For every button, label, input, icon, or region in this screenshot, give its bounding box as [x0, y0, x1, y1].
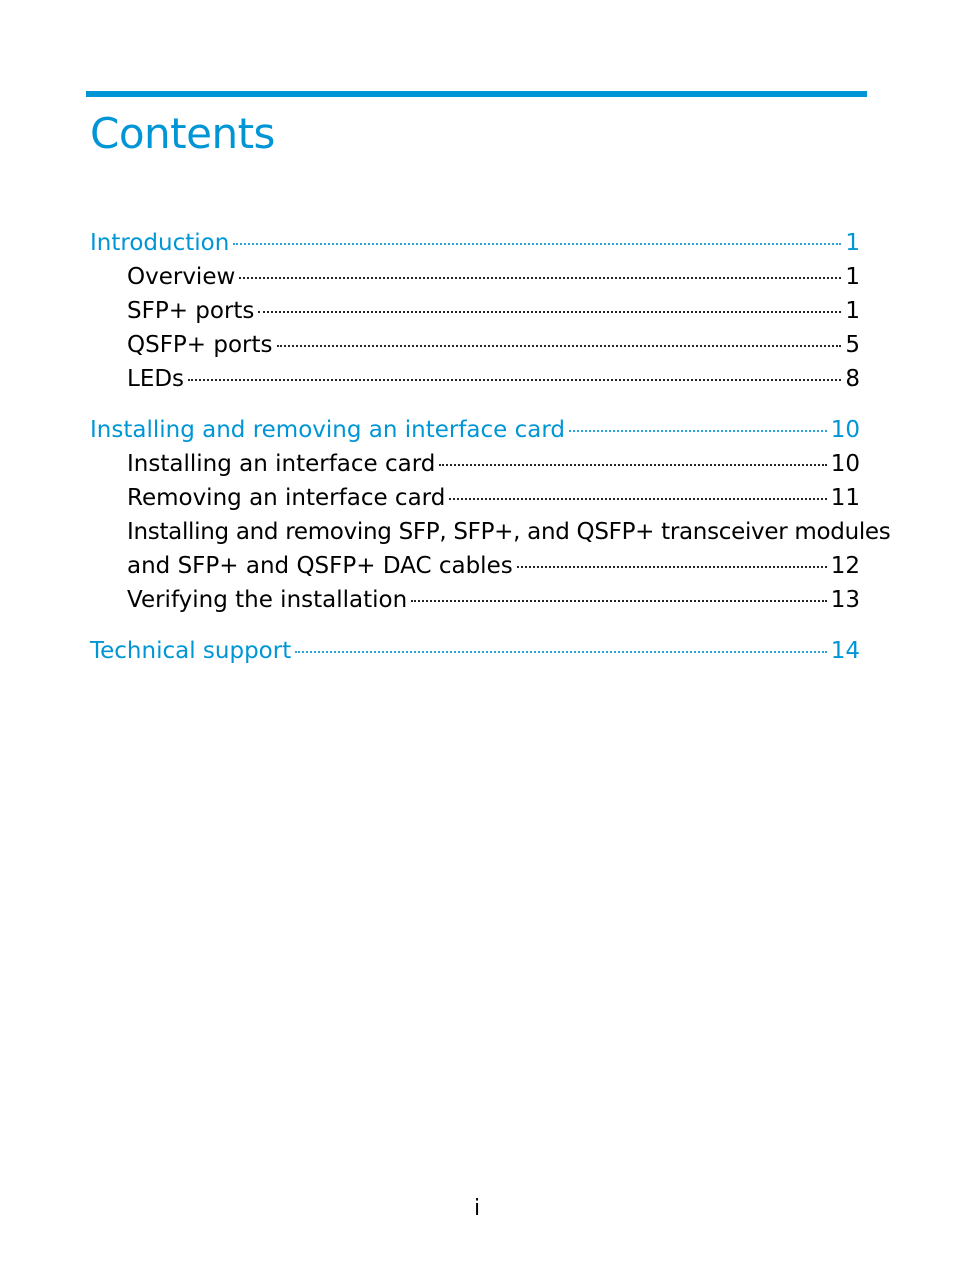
- toc-section-installing: [90, 413, 891, 617]
- dot-leader: [258, 311, 841, 313]
- toc-entry-page: 11: [830, 485, 860, 511]
- toc-entry-technical-support[interactable]: [90, 634, 860, 668]
- table-of-contents: [90, 226, 891, 685]
- toc-entry-page: 12: [830, 553, 860, 579]
- dot-leader: [411, 600, 827, 602]
- toc-entry-removing-card[interactable]: [90, 481, 860, 515]
- toc-entry-label: Introduction: [90, 230, 230, 256]
- toc-section-technical-support: [90, 634, 860, 668]
- toc-entry-label: SFP+ ports: [127, 298, 255, 324]
- toc-entry-label: Technical support: [90, 638, 292, 664]
- dot-leader: [517, 566, 827, 568]
- dot-leader: [188, 379, 841, 381]
- toc-entry-page: 1: [845, 298, 860, 324]
- toc-entry-page: 1: [845, 230, 860, 256]
- toc-entry-label: QSFP+ ports: [127, 332, 273, 358]
- toc-entry-verifying[interactable]: [90, 583, 860, 617]
- toc-entry-label: LEDs: [127, 366, 185, 392]
- page-number: i: [473, 1196, 481, 1221]
- toc-entry-qsfp-ports[interactable]: [90, 328, 860, 362]
- toc-entry-transceivers[interactable]: [90, 549, 860, 583]
- toc-entry-introduction[interactable]: [90, 226, 860, 260]
- dot-leader: [277, 345, 842, 347]
- dot-leader: [439, 464, 826, 466]
- toc-entry-label: Removing an interface card: [127, 485, 446, 511]
- toc-entry-leds[interactable]: [90, 362, 860, 396]
- toc-entry-sfp-ports[interactable]: [90, 294, 860, 328]
- dot-leader: [233, 243, 841, 245]
- toc-section-introduction: [90, 226, 860, 396]
- header-rule: [86, 91, 867, 97]
- toc-entry-page: 14: [830, 638, 860, 664]
- dot-leader: [449, 498, 826, 500]
- toc-entry-installing-removing-card[interactable]: [90, 413, 860, 447]
- toc-entry-installing-card[interactable]: [90, 447, 860, 481]
- toc-entry-page: 13: [830, 587, 860, 613]
- toc-entry-page: 10: [830, 417, 860, 443]
- toc-entry-label: Installing an interface card: [127, 451, 436, 477]
- toc-entry-label: Overview: [127, 264, 236, 290]
- toc-entry-page: 1: [845, 264, 860, 290]
- dot-leader: [239, 277, 841, 279]
- toc-entry-label: Verifying the installation: [127, 587, 408, 613]
- dot-leader: [569, 430, 827, 432]
- toc-entry-overview[interactable]: [90, 260, 860, 294]
- toc-entry-page: 10: [830, 451, 860, 477]
- page-title: Contents: [90, 109, 275, 158]
- toc-entry-label: and SFP+ and QSFP+ DAC cables: [127, 553, 513, 579]
- dot-leader: [295, 651, 826, 653]
- toc-entry-label: Installing and removing an interface card: [90, 417, 566, 443]
- toc-entry-page: 8: [845, 366, 860, 392]
- toc-entry-transceivers-line1[interactable]: Installing and removing SFP, SFP+, and QSFP+ transceiver modules: [127, 519, 891, 545]
- toc-entry-page: 5: [845, 332, 860, 358]
